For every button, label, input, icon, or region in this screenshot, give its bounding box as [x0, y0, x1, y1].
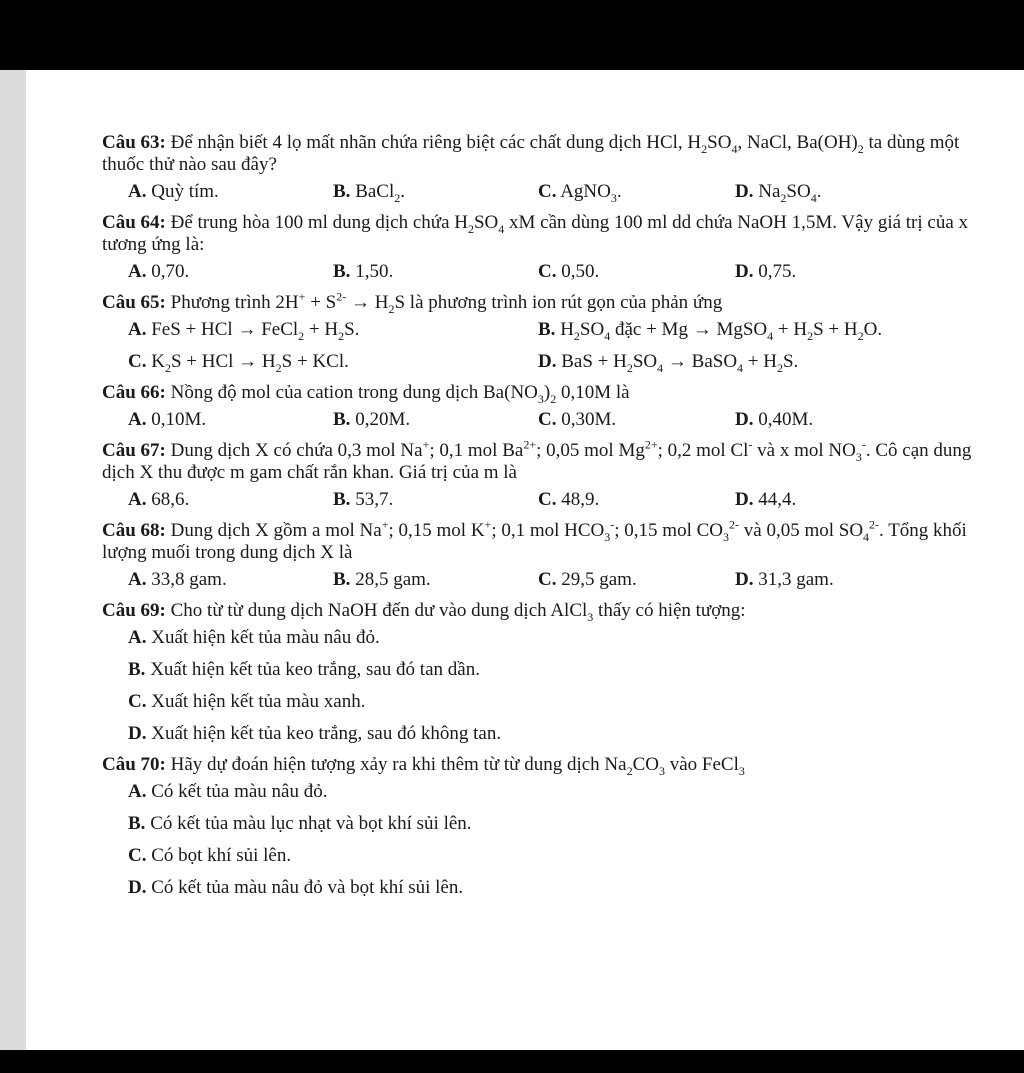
answer-option-a[interactable]	[128, 781, 327, 803]
text-run: .	[400, 181, 405, 202]
text-run: K	[151, 351, 165, 372]
answer-option-c[interactable]	[128, 351, 538, 373]
option-letter: D.	[538, 351, 557, 372]
subscript: 4	[810, 190, 817, 205]
options-row	[102, 256, 982, 288]
answer-option-b[interactable]	[333, 181, 538, 203]
subscript: 2	[467, 221, 474, 236]
answer-option-c[interactable]	[538, 181, 735, 203]
option-letter: A.	[128, 181, 147, 202]
text-run: Dung dịch X gồm a mol Na	[170, 520, 382, 541]
options-row	[102, 484, 982, 516]
text-run: S + KCl.	[281, 351, 349, 372]
answer-option-c[interactable]	[128, 691, 365, 713]
text-run: 33,8 gam.	[151, 569, 227, 590]
subscript: 4	[863, 529, 870, 544]
options-row	[102, 404, 982, 436]
subscript: 4	[767, 328, 774, 343]
text-run: 29,5 gam.	[561, 569, 637, 590]
text-run: 0,75.	[758, 261, 797, 282]
options-row	[102, 808, 982, 840]
options-row	[102, 840, 982, 872]
superscript: +	[298, 289, 306, 304]
answer-option-b[interactable]	[333, 489, 538, 511]
text-run: 0,40M.	[758, 409, 814, 430]
subscript: 2	[701, 141, 708, 156]
superscript: -	[861, 437, 866, 452]
text-run: và 0,05 mol SO	[739, 520, 864, 541]
option-letter: B.	[333, 489, 351, 510]
subscript: 2	[164, 360, 171, 375]
question-stem	[102, 288, 982, 314]
option-letter: B.	[333, 181, 351, 202]
text-run: ; 0,1 mol Ba	[429, 440, 524, 461]
text-run: ; 0,2 mol Cl	[657, 440, 749, 461]
text-run: → BaSO	[663, 351, 738, 372]
option-letter: C.	[128, 351, 147, 372]
question-number: Câu 69:	[102, 600, 166, 621]
subscript: 4	[737, 360, 744, 375]
subscript: 4	[604, 328, 611, 343]
answer-option-c[interactable]	[538, 261, 735, 283]
text-run: S.	[344, 319, 360, 340]
text-run: Để nhận biết 4 lọ mất nhãn chứa riêng biệt các chất dung dịch HCl, H	[170, 132, 702, 153]
text-run: S + H	[813, 319, 858, 340]
option-letter: A.	[128, 781, 147, 802]
options-row	[102, 654, 982, 686]
superscript: +	[484, 517, 492, 532]
option-letter: B.	[128, 813, 146, 834]
subscript: 2	[550, 391, 557, 406]
text-run: ; 0,05 mol Mg	[536, 440, 645, 461]
subscript: 3	[855, 449, 862, 464]
text-run: ; 0,15 mol CO	[614, 520, 724, 541]
text-run: Xuất hiện kết tủa keo trắng, sau đó không tan.	[151, 723, 502, 744]
text-run: ; 0,15 mol K	[388, 520, 485, 541]
text-run: Na	[758, 181, 781, 202]
option-letter: D.	[735, 181, 754, 202]
option-letter: A.	[128, 627, 147, 648]
question-stem	[102, 378, 982, 404]
answer-option-b[interactable]	[128, 813, 472, 835]
text-run: Xuất hiện kết tủa màu nâu đỏ.	[151, 627, 380, 648]
answer-option-b[interactable]	[538, 319, 948, 341]
subscript: 2	[298, 328, 305, 343]
option-letter: D.	[128, 723, 147, 744]
answer-option-a[interactable]	[128, 627, 380, 649]
options-row	[102, 686, 982, 718]
text-run: 0,20M.	[355, 409, 411, 430]
text-run: Có kết tủa màu nâu đỏ.	[151, 781, 328, 802]
text-run: BaS + H	[561, 351, 627, 372]
text-run: SO	[707, 132, 732, 153]
answer-option-b[interactable]	[128, 659, 480, 681]
answer-option-a[interactable]	[128, 409, 333, 431]
answer-option-b[interactable]	[333, 261, 538, 283]
question-number: Câu 67:	[102, 440, 166, 461]
answer-option-a[interactable]	[128, 569, 333, 591]
text-run: 0,70.	[151, 261, 190, 282]
superscript: 2-	[336, 289, 347, 304]
text-run: + H	[773, 319, 808, 340]
option-letter: C.	[128, 845, 147, 866]
subscript: 3	[738, 763, 745, 778]
option-letter: A.	[128, 319, 147, 340]
text-run: Hãy dự đoán hiện tượng xảy ra khi thêm từ từ dung dịch Na	[170, 754, 627, 775]
text-run: 53,7.	[355, 489, 394, 510]
subscript: 2	[626, 360, 633, 375]
text-run: thấy có hiện tượng:	[593, 600, 746, 621]
superscript: 2-	[869, 517, 880, 532]
subscript: 2	[776, 360, 783, 375]
option-letter: B.	[538, 319, 556, 340]
question-stem	[102, 128, 982, 176]
answer-option-d[interactable]	[735, 489, 940, 511]
text-run: Phương trình 2H	[170, 292, 299, 313]
option-letter: B.	[333, 261, 351, 282]
text-run: 1,50.	[355, 261, 394, 282]
subscript: 2	[780, 190, 787, 205]
superscript: 2+	[523, 437, 537, 452]
text-run: ta dùng một thuốc thử nào sau đây?	[102, 132, 960, 175]
option-letter: A.	[128, 261, 147, 282]
option-letter: D.	[735, 409, 754, 430]
text-run: ; 0,1 mol HCO	[491, 520, 605, 541]
option-letter: C.	[538, 261, 557, 282]
text-run: , NaCl, Ba(OH)	[737, 132, 858, 153]
answer-option-d[interactable]	[128, 877, 463, 899]
text-run: CO	[632, 754, 659, 775]
subscript: 3	[587, 609, 594, 624]
question-stem	[102, 436, 982, 484]
text-run: + S	[305, 292, 337, 313]
subscript: 3	[659, 763, 665, 778]
text-run: Để trung hòa 100 ml dung dịch chứa H	[170, 212, 468, 233]
answer-option-d[interactable]	[128, 723, 501, 745]
text-run: 31,3 gam.	[758, 569, 834, 590]
text-run: đặc + Mg → MgSO	[610, 319, 768, 340]
text-run: BaCl	[355, 181, 395, 202]
subscript: 3	[610, 190, 617, 205]
text-run: Xuất hiện kết tủa màu xanh.	[151, 691, 366, 712]
text-run: SO	[632, 351, 658, 372]
answer-option-d[interactable]	[735, 409, 940, 431]
option-letter: B.	[333, 409, 351, 430]
answer-option-c[interactable]	[538, 489, 735, 511]
answer-option-b[interactable]	[333, 569, 538, 591]
superscript: -	[610, 517, 615, 532]
answer-option-d[interactable]	[735, 261, 940, 283]
text-run: S + HCl → H	[170, 351, 276, 372]
question-stem	[102, 208, 982, 256]
option-letter: A.	[128, 409, 147, 430]
option-letter: D.	[735, 569, 754, 590]
superscript: +	[422, 437, 430, 452]
text-run: )	[543, 382, 551, 403]
answer-option-d[interactable]	[735, 569, 940, 591]
option-letter: C.	[538, 181, 557, 202]
superscript: 2-	[729, 517, 740, 532]
text-run: . Cô cạn dung dịch X thu được m gam chất rắn khan. Giá trị của m là	[102, 440, 972, 483]
subscript: 4	[731, 141, 738, 156]
text-run: O.	[863, 319, 883, 340]
subscript: 2	[573, 328, 580, 343]
text-run: S là phương trình ion rút gọn của phản ứng	[394, 292, 723, 313]
question-number: Câu 65:	[102, 292, 166, 313]
options-row	[102, 776, 982, 808]
superscript: 2+	[644, 437, 658, 452]
subscript: 2	[388, 301, 395, 316]
question-number: Câu 66:	[102, 382, 166, 403]
text-run: FeS + HCl → FeCl	[151, 319, 299, 340]
text-run: Có kết tủa màu lục nhạt và bọt khí sủi lên.	[150, 813, 472, 834]
subscript: 2	[857, 141, 864, 156]
option-letter: D.	[128, 877, 147, 898]
question-number: Câu 64:	[102, 212, 166, 233]
question-sheet	[102, 128, 982, 904]
text-run: .	[816, 181, 822, 202]
left-edge-strip	[0, 70, 26, 1050]
answer-option-a[interactable]	[128, 181, 333, 203]
text-run: 44,4.	[758, 489, 797, 510]
text-run: SO	[786, 181, 811, 202]
text-run: S.	[782, 351, 799, 372]
question-number: Câu 70:	[102, 754, 166, 775]
answer-option-a[interactable]	[128, 319, 538, 341]
text-run: và x mol NO	[752, 440, 856, 461]
text-run: 48,9.	[561, 489, 600, 510]
text-run: Dung dịch X có chứa 0,3 mol Na	[170, 440, 423, 461]
question-stem	[102, 516, 982, 564]
text-run: Quỳ tím.	[151, 181, 219, 202]
subscript: 2	[394, 190, 401, 205]
answer-option-a[interactable]	[128, 261, 333, 283]
option-letter: B.	[333, 569, 351, 590]
text-run: + H	[304, 319, 339, 340]
option-letter: C.	[538, 489, 557, 510]
option-letter: D.	[735, 489, 754, 510]
option-letter: C.	[128, 691, 147, 712]
subscript: 3	[604, 529, 611, 544]
text-run: 28,5 gam.	[355, 569, 431, 590]
question-number: Câu 68:	[102, 520, 166, 541]
answer-option-a[interactable]	[128, 489, 333, 511]
subscript: 2	[338, 328, 345, 343]
text-run: Có kết tủa màu nâu đỏ và bọt khí sủi lên.	[151, 877, 464, 898]
option-letter: C.	[538, 409, 557, 430]
option-letter: D.	[735, 261, 754, 282]
subscript: 2	[807, 328, 814, 343]
options-row	[102, 622, 982, 654]
text-run: Cho từ từ dung dịch NaOH đến dư vào dung dịch AlCl	[170, 600, 588, 621]
option-letter: A.	[128, 489, 147, 510]
text-run: SO	[579, 319, 605, 340]
text-run: 0,50.	[561, 261, 600, 282]
text-run: .	[616, 181, 622, 202]
text-run: 68,6.	[151, 489, 190, 510]
question-number: Câu 63:	[102, 132, 166, 153]
text-run: H	[560, 319, 574, 340]
text-run: . Tổng khối lượng muối trong dung dịch X là	[102, 520, 967, 563]
superscript: -	[748, 437, 753, 452]
subscript: 4	[498, 221, 505, 236]
text-run: 0,10M.	[151, 409, 207, 430]
options-row	[102, 718, 982, 750]
answer-option-d[interactable]	[538, 351, 948, 373]
option-letter: B.	[128, 659, 146, 680]
text-run: Xuất hiện kết tủa keo trắng, sau đó tan dần.	[150, 659, 480, 680]
subscript: 2	[275, 360, 282, 375]
options-row	[102, 346, 982, 378]
question-stem	[102, 750, 982, 776]
text-run: vào FeCl	[665, 754, 739, 775]
text-run: SO	[473, 212, 499, 233]
text-run: xM cần dùng 100 ml dd chứa NaOH 1,5M. Vậy giá trị của x tương ứng là:	[102, 212, 969, 255]
options-row	[102, 564, 982, 596]
text-run: + H	[743, 351, 777, 372]
text-run: 0,30M.	[561, 409, 617, 430]
options-row	[102, 314, 982, 346]
option-letter: C.	[538, 569, 557, 590]
subscript: 2	[626, 763, 633, 778]
answer-option-b[interactable]	[333, 409, 538, 431]
subscript: 3	[537, 391, 544, 406]
options-row	[102, 872, 982, 904]
superscript: +	[381, 517, 389, 532]
subscript: 2	[857, 328, 864, 343]
answer-option-c[interactable]	[538, 569, 735, 591]
text-run: 0,10M là	[556, 382, 630, 403]
text-run: Nồng độ mol của cation trong dung dịch Ba(NO	[170, 382, 538, 403]
question-stem	[102, 596, 982, 622]
text-run: AgNO	[560, 181, 611, 202]
answer-option-c[interactable]	[538, 409, 735, 431]
options-row	[102, 176, 982, 208]
subscript: 4	[657, 360, 664, 375]
text-run: → H	[346, 292, 389, 313]
answer-option-c[interactable]	[128, 845, 291, 867]
option-letter: A.	[128, 569, 147, 590]
answer-option-d[interactable]	[735, 181, 940, 203]
text-run: Có bọt khí sủi lên.	[151, 845, 292, 866]
subscript: 3	[723, 529, 730, 544]
